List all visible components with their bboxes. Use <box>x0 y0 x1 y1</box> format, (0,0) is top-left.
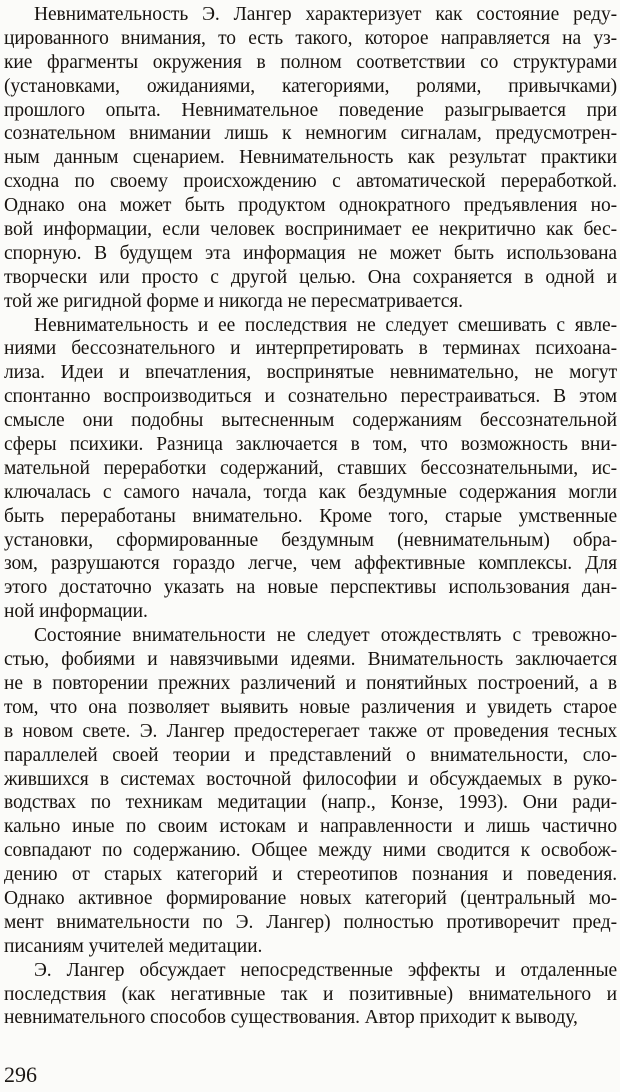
text-line: ключалась с самого начала, тогда как бездумные содержания могли <box>4 481 617 503</box>
text-line: жившихся в системах восточной философии и обсуждаемых в руко- <box>4 768 617 790</box>
text-block <box>4 3 617 1030</box>
text-line: сознательном внимании лишь к немногим сигналам, предусмотрен- <box>4 123 617 145</box>
text-line: быть переработаны внимательно. Кроме того, старые умственные <box>4 505 617 527</box>
text-line: дению от старых категорий и стереотипов познания и поведения. <box>4 864 617 886</box>
text-line: не в повторении прежних различений и понятийных построений, а в <box>4 672 617 694</box>
text-line: невнимательного способов существования. Автор приходит к выводу, <box>4 1007 578 1029</box>
text-line: водствах по техникам медитации (напр., Конзе, 1993). Они ради- <box>4 792 617 814</box>
text-line: смысле они подобны вытесненным содержаниям бессознательной <box>4 410 617 432</box>
text-line: Невнимательность и ее последствия не следует смешивать с явле- <box>34 314 617 336</box>
text-line: кие фрагменты окружения в полном соответствии со структурами <box>4 51 617 73</box>
paragraph <box>4 624 617 958</box>
text-line: ниями бессознательного и интерпретировать в терминах психоана- <box>4 338 617 360</box>
text-line: спорную. В будущем эта информация не может быть использована <box>4 242 617 264</box>
text-line: сходна по своему происхождению с автоматической переработкой. <box>4 171 617 193</box>
text-line: том, что она позволяет выявить новые различения и увидеть старое <box>4 696 617 718</box>
text-line: спонтанно воспроизводиться и сознательно перестраиваться. В этом <box>4 386 617 408</box>
text-line: той же ригидной форме и никогда не пересматривается. <box>4 290 463 312</box>
text-line: Э. Лангер обсуждает непосредственные эффекты и отдаленные <box>34 959 617 981</box>
text-line: последствия (как негативные так и позитивные) внимательного и <box>4 983 617 1005</box>
text-line: ным данным сценарием. Невнимательность как результат практики <box>4 147 617 169</box>
text-line: стью, фобиями и навязчивыми идеями. Внимательность заключается <box>4 649 617 671</box>
text-line: сферы психики. Разница заключается в том, что возможность вни- <box>4 434 617 456</box>
text-line: писаниям учителей медитации. <box>4 935 263 957</box>
text-line: Однако активное формирование новых категорий (центральный мо- <box>4 887 617 909</box>
paragraph <box>4 959 617 1031</box>
text-line: мент внимательности по Э. Лангер) полностью противоречит пред- <box>4 911 617 933</box>
text-line: творчески или просто с другой целью. Она сохраняется в одной и <box>4 266 617 288</box>
paragraph <box>4 3 617 314</box>
paragraph <box>4 314 617 625</box>
text-line: мательной переработки содержаний, ставших бессознательными, ис- <box>4 457 617 479</box>
text-line: параллелей своей теории и представлений о внимательности, сло- <box>4 744 617 766</box>
text-line: ной информации. <box>4 601 148 623</box>
text-line: прошлого опыта. Невнимательное поведение разыгрывается при <box>4 99 617 121</box>
text-line: (установками, ожиданиями, категориями, ролями, привычками) <box>4 75 617 97</box>
text-line: Невнимательность Э. Лангер характеризует как состояние реду- <box>34 4 617 25</box>
text-line: цированного внимания, то есть такого, которое направляется на уз- <box>4 27 617 49</box>
text-line: зом, разрушаются гораздо легче, чем аффективные комплексы. Для <box>4 553 617 575</box>
text-line: Однако она может быть продуктом однократного предъявления но- <box>4 195 617 217</box>
text-line: совпадают по содержанию. Общее между ними сводится к освобож- <box>4 840 617 862</box>
text-line: вой информации, если человек воспринимает ее некритично как бес- <box>4 219 617 241</box>
text-line: этого достаточно указать на новые перспективы использования дан- <box>4 577 617 599</box>
text-line: установки, сформированные бездумным (невнимательным) обра- <box>4 529 617 551</box>
text-line: в новом свете. Э. Лангер предостерегает также от проведения тесных <box>4 720 617 742</box>
text-line: кально иные по своим истокам и направленности и лишь частично <box>4 816 617 838</box>
text-line: Состояние внимательности не следует отождествлять с тревожно- <box>34 625 617 647</box>
text-line: лиза. Идеи и впечатления, воспринятые невнимательно, не могут <box>4 362 617 384</box>
page-number: 296 <box>4 1062 37 1087</box>
